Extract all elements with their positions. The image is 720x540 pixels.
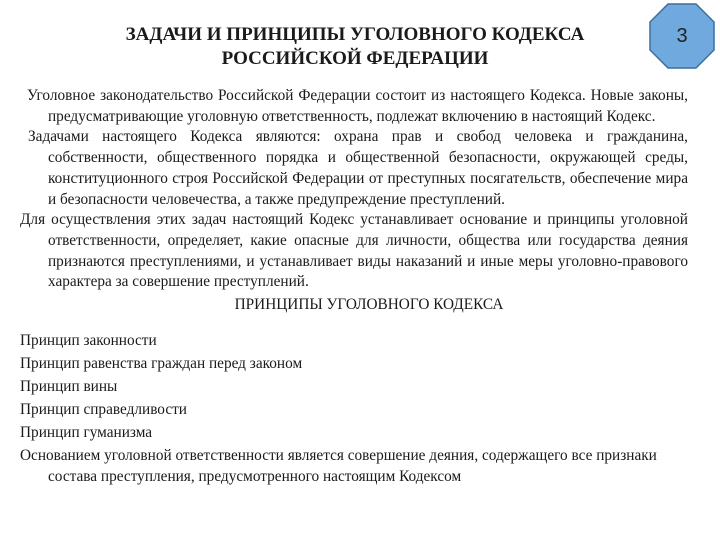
page-number-badge <box>648 2 716 70</box>
principle-justice: Принцип справедливости <box>20 401 187 419</box>
principle-guilt: Принцип вины <box>20 378 118 396</box>
principle-legality: Принцип законности <box>20 332 157 349</box>
paragraph-tasks: Задачами настоящего Кодекса являются: охрана прав и свобод человека и гражданина, собственности, общественного порядка и общественной безопасности, окружающей среды, конституционного строя Российской Федерации от преступных посягательств, обеспечение мира и безопасности человечества, а также предупреждение преступлений. <box>28 128 688 208</box>
principle-equality: Принцип равенства граждан перед законом <box>20 355 303 373</box>
principle-humanism: Принцип гуманизма <box>20 424 153 442</box>
principles-list <box>20 331 692 490</box>
title-line-1: ЗАДАЧИ И ПРИНЦИПЫ УГОЛОВНОГО КОДЕКСА <box>125 24 585 45</box>
slide-title <box>60 23 650 71</box>
paragraph-means: Для осуществления этих задач настоящий Кодекс устанавливает основание и принципы уголовной ответственности, определяет, какие опасные для личности, общества или государства деяния признаются преступлениями, и устанавливает виды наказаний и иные меры уголовно-правового характера за совершение преступлений. <box>20 211 688 291</box>
page-number: 3 <box>676 25 688 47</box>
title-line-2: РОССИЙСКОЙ ФЕДЕРАЦИИ <box>221 48 489 69</box>
body-text <box>20 86 688 318</box>
paragraph-legislation: Уголовное законодательство Российской Федерации состоит из настоящего Кодекса. Новые законы, предусматривающие уголовную ответственность, подлежат включению в настоящий Кодекс. <box>27 87 688 125</box>
liability-basis: Основанием уголовной ответственности является совершение деяния, содержащего все признаки состава преступления, предусмотренного настоящим Кодексом <box>20 447 657 486</box>
principles-heading: ПРИНЦИПЫ УГОЛОВНОГО КОДЕКСА <box>234 296 504 314</box>
